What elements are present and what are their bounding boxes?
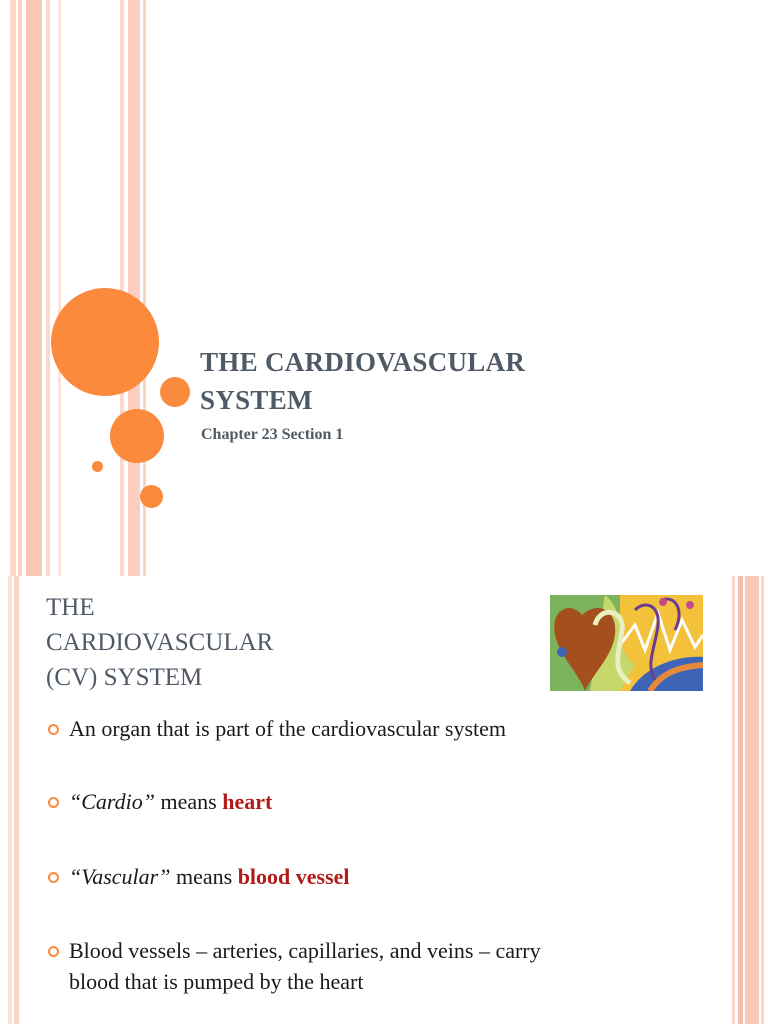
decor-stripe bbox=[10, 0, 16, 576]
decor-stripe bbox=[761, 576, 764, 1024]
bullet-text: means bbox=[170, 864, 238, 889]
slide-title-line: THE CARDIOVASCULAR bbox=[200, 347, 526, 377]
decor-circle-large bbox=[51, 288, 159, 396]
bullet-text: An organ that is part of the cardiovascular system bbox=[69, 716, 507, 741]
bullet-emphasis: blood vessel bbox=[237, 864, 350, 889]
decor-stripe bbox=[128, 0, 140, 576]
bullet-item bbox=[48, 861, 648, 892]
bullet-emphasis: heart bbox=[222, 789, 273, 814]
slide-title-line: SYSTEM bbox=[200, 385, 313, 415]
bullet-text: blood that is pumped by the heart bbox=[69, 969, 364, 994]
decor-stripe bbox=[738, 576, 743, 1024]
decor-stripe bbox=[732, 576, 735, 1024]
bullet-text: Blood vessels – arteries, capillaries, and veins – carry bbox=[69, 938, 541, 963]
bullet-item bbox=[48, 935, 648, 997]
decor-stripe bbox=[58, 0, 61, 576]
decor-stripe bbox=[8, 576, 12, 1024]
slide-title-line: THE bbox=[46, 594, 95, 621]
content-slide bbox=[0, 576, 768, 1024]
decor-stripe bbox=[18, 0, 22, 576]
decor-stripe bbox=[120, 0, 124, 576]
decor-circle-small bbox=[160, 377, 190, 407]
bullet-term: “Vascular” bbox=[69, 864, 171, 889]
decor-stripe bbox=[26, 0, 42, 576]
decor-stripe bbox=[14, 576, 19, 1024]
bullet-text: means bbox=[155, 789, 223, 814]
decor-stripe bbox=[745, 576, 759, 1024]
decor-circle-tiny bbox=[92, 461, 103, 472]
decor-circle-medium bbox=[110, 409, 164, 463]
bullet-dot-icon bbox=[48, 797, 59, 808]
slide-title-line: CARDIOVASCULAR bbox=[46, 629, 274, 656]
decor-stripe bbox=[46, 0, 50, 576]
bullet-term: “Cardio” bbox=[69, 789, 156, 814]
bullet-dot-icon bbox=[48, 946, 59, 957]
bullet-dot-icon bbox=[48, 872, 59, 883]
bullet-item bbox=[48, 786, 648, 817]
bullet-list bbox=[48, 713, 648, 997]
bullet-item bbox=[48, 713, 648, 744]
decor-circle-small bbox=[140, 485, 163, 508]
slide-title bbox=[46, 590, 273, 695]
slide-title-line: (CV) SYSTEM bbox=[46, 664, 203, 691]
heart-stethoscope-clipart bbox=[550, 595, 703, 691]
slide-title bbox=[200, 343, 660, 419]
bullet-dot-icon bbox=[48, 724, 59, 735]
slide-subtitle: Chapter 23 Section 1 bbox=[201, 426, 344, 443]
